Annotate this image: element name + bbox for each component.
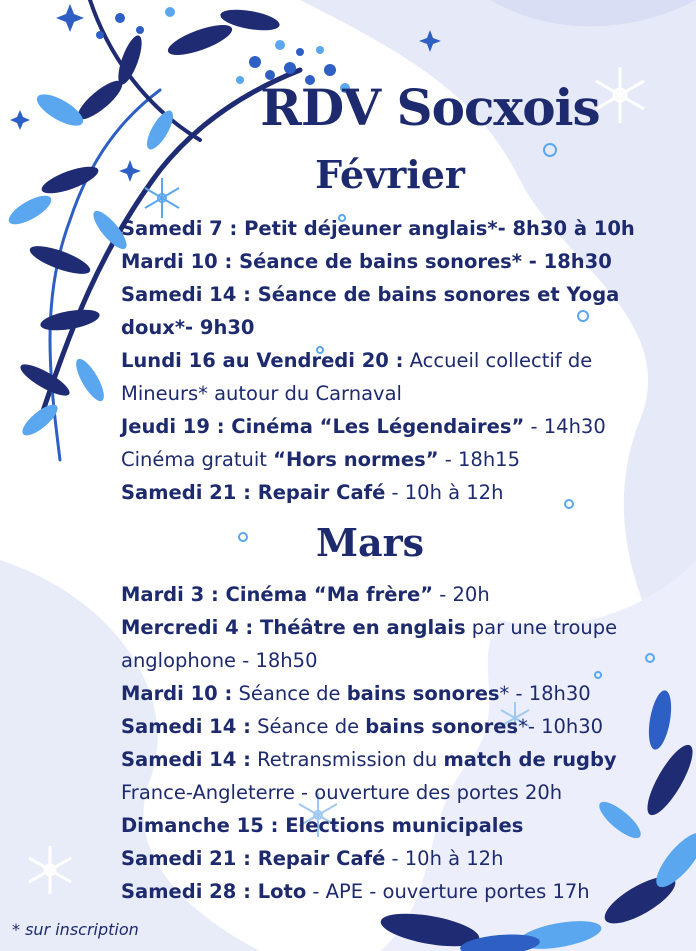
event-list-fevrier <box>121 212 661 509</box>
event-item: Samedi 14 : Retransmission du match de rugby France-Angleterre - ouverture des portes 20h <box>121 748 623 804</box>
month-heading-fevrier: Février <box>315 152 465 197</box>
event-item: Samedi 14 : Séance de bains sonores*- 10h30 <box>121 715 604 738</box>
event-item: Samedi 14 : Séance de bains sonores et Yoga doux*- 9h30 <box>121 283 627 339</box>
page-title: RDV Socxois <box>260 78 600 137</box>
event-item: Samedi 21 : Repair Café - 10h à 12h <box>121 481 504 504</box>
event-item: Mardi 10 : Séance de bains sonores* - 18h30 <box>121 682 591 705</box>
event-item: Dimanche 15 : Elections municipales <box>121 814 524 837</box>
event-item: Mardi 10 : Séance de bains sonores* - 18h30 <box>121 250 612 273</box>
event-item: Mercredi 4 : Théâtre en anglais par une troupe anglophone - 18h50 <box>121 616 624 672</box>
event-item: Jeudi 19 : Cinéma “Les Légendaires” - 14h30 <box>121 415 606 438</box>
event-item: Samedi 21 : Repair Café - 10h à 12h <box>121 847 504 870</box>
event-item: Samedi 28 : Loto - APE - ouverture portes 17h <box>121 880 590 903</box>
event-list-mars <box>121 578 661 908</box>
event-item: Lundi 16 au Vendredi 20 : Accueil collectif de Mineurs* autour du Carnaval <box>121 349 599 405</box>
event-item: Mardi 3 : Cinéma “Ma frère” - 20h <box>121 583 490 606</box>
event-item: Samedi 7 : Petit déjeuner anglais*- 8h30 à 10h <box>121 217 635 240</box>
footnote-inscription: * sur inscription <box>12 920 139 939</box>
month-heading-mars: Mars <box>315 520 425 565</box>
event-item: Cinéma gratuit “Hors normes” - 18h15 <box>121 448 520 471</box>
